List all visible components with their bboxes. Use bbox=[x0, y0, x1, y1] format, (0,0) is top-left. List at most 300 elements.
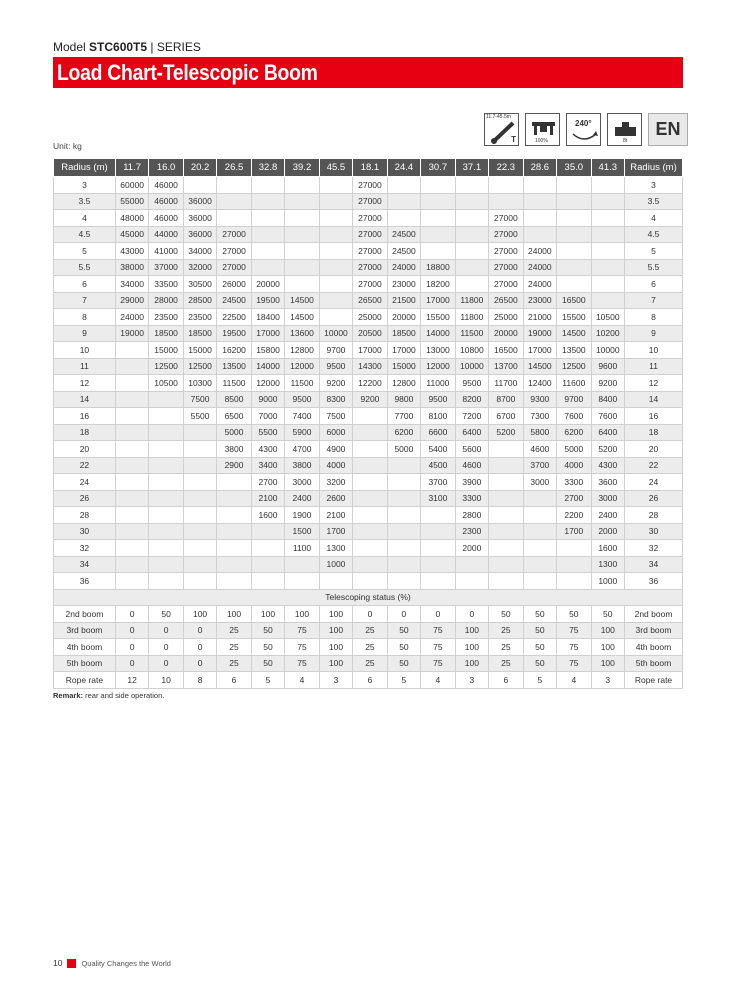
load-cell bbox=[183, 556, 216, 573]
load-cell: 2400 bbox=[285, 490, 319, 507]
load-cell: 15800 bbox=[251, 342, 284, 359]
unit-label: Unit: kg bbox=[53, 141, 82, 151]
load-cell: 10000 bbox=[591, 342, 624, 359]
table-row bbox=[54, 424, 683, 441]
status-cell: 50 bbox=[523, 606, 556, 623]
radius-cell: 7 bbox=[625, 292, 683, 309]
load-cell: 13000 bbox=[421, 342, 455, 359]
status-cell: 100 bbox=[183, 606, 216, 623]
load-cell bbox=[353, 540, 387, 557]
load-cell bbox=[353, 408, 387, 425]
load-cell: 3900 bbox=[455, 474, 488, 491]
load-cell bbox=[387, 457, 420, 474]
radius-cell: 24 bbox=[625, 474, 683, 491]
status-cell: 3 bbox=[319, 672, 352, 689]
table-row bbox=[54, 226, 683, 243]
load-cell: 9600 bbox=[591, 358, 624, 375]
table-row bbox=[54, 193, 683, 210]
load-cell: 4600 bbox=[455, 457, 488, 474]
status-cell: 75 bbox=[285, 655, 319, 672]
load-cell: 10500 bbox=[149, 375, 183, 392]
status-cell: 3 bbox=[455, 672, 488, 689]
load-cell: 21500 bbox=[387, 292, 420, 309]
load-cell bbox=[489, 490, 523, 507]
load-cell: 3300 bbox=[557, 474, 591, 491]
load-cell: 20000 bbox=[489, 325, 523, 342]
status-cell: 75 bbox=[285, 639, 319, 656]
status-cell: 100 bbox=[455, 639, 488, 656]
column-header: 30.7 bbox=[421, 159, 455, 177]
load-cell bbox=[353, 474, 387, 491]
load-cell: 5800 bbox=[523, 424, 556, 441]
load-cell: 25000 bbox=[353, 309, 387, 326]
load-cell: 9200 bbox=[591, 375, 624, 392]
load-cell bbox=[489, 540, 523, 557]
load-cell: 2900 bbox=[217, 457, 251, 474]
page-number: 10 bbox=[53, 958, 63, 968]
radius-cell: 3 bbox=[54, 177, 116, 194]
load-cell bbox=[421, 210, 455, 227]
load-cell: 20000 bbox=[251, 276, 284, 293]
load-cell: 20500 bbox=[353, 325, 387, 342]
status-cell: 0 bbox=[387, 606, 420, 623]
load-cell: 20000 bbox=[387, 309, 420, 326]
radius-cell: 12 bbox=[625, 375, 683, 392]
column-header: 32.8 bbox=[251, 159, 284, 177]
status-cell: 5 bbox=[523, 672, 556, 689]
status-cell: 0 bbox=[115, 606, 148, 623]
load-cell: 9300 bbox=[523, 391, 556, 408]
load-cell bbox=[523, 177, 556, 194]
load-cell: 24500 bbox=[387, 243, 420, 260]
load-cell: 8300 bbox=[319, 391, 352, 408]
load-cell bbox=[387, 177, 420, 194]
slew-label: 240° bbox=[575, 119, 592, 128]
status-cell: 0 bbox=[115, 622, 148, 639]
counterweight-label: 8t bbox=[623, 138, 628, 144]
radius-cell: 11 bbox=[625, 358, 683, 375]
load-cell: 7600 bbox=[557, 408, 591, 425]
load-cell bbox=[421, 177, 455, 194]
load-cell bbox=[183, 507, 216, 524]
radius-cell: 26 bbox=[54, 490, 116, 507]
load-cell bbox=[115, 424, 148, 441]
column-header: 22.3 bbox=[489, 159, 523, 177]
load-cell: 27000 bbox=[217, 259, 251, 276]
load-cell: 4000 bbox=[557, 457, 591, 474]
load-cell: 19000 bbox=[523, 325, 556, 342]
table-row bbox=[54, 523, 683, 540]
load-cell bbox=[353, 457, 387, 474]
load-cell: 3000 bbox=[523, 474, 556, 491]
load-cell bbox=[455, 276, 488, 293]
load-cell: 13500 bbox=[217, 358, 251, 375]
load-cell: 37000 bbox=[149, 259, 183, 276]
load-cell bbox=[217, 474, 251, 491]
radius-cell: 18 bbox=[54, 424, 116, 441]
load-cell bbox=[455, 556, 488, 573]
telescoping-status-label: Telescoping status (%) bbox=[54, 589, 683, 606]
load-cell: 12400 bbox=[523, 375, 556, 392]
load-cell bbox=[557, 226, 591, 243]
load-cell bbox=[387, 210, 420, 227]
load-cell: 5000 bbox=[217, 424, 251, 441]
status-cell: 75 bbox=[557, 622, 591, 639]
load-cell: 7700 bbox=[387, 408, 420, 425]
load-cell: 12200 bbox=[353, 375, 387, 392]
load-cell: 14500 bbox=[557, 325, 591, 342]
load-cell: 22500 bbox=[217, 309, 251, 326]
status-label-cell: 3rd boom bbox=[54, 622, 116, 639]
load-cell: 27000 bbox=[489, 276, 523, 293]
load-cell bbox=[489, 441, 523, 458]
load-cell bbox=[115, 474, 148, 491]
load-cell bbox=[319, 276, 352, 293]
load-cell bbox=[353, 573, 387, 590]
load-cell bbox=[149, 540, 183, 557]
status-cell: 75 bbox=[421, 655, 455, 672]
load-cell bbox=[557, 177, 591, 194]
load-cell: 27000 bbox=[353, 210, 387, 227]
load-cell bbox=[523, 556, 556, 573]
status-cell: 50 bbox=[523, 639, 556, 656]
load-cell bbox=[217, 193, 251, 210]
load-cell: 15000 bbox=[149, 342, 183, 359]
load-cell bbox=[115, 556, 148, 573]
load-cell bbox=[183, 474, 216, 491]
status-cell: 0 bbox=[149, 655, 183, 672]
load-cell: 2000 bbox=[455, 540, 488, 557]
load-cell: 4900 bbox=[319, 441, 352, 458]
load-cell bbox=[149, 441, 183, 458]
status-cell: 75 bbox=[421, 639, 455, 656]
load-cell: 24500 bbox=[217, 292, 251, 309]
status-label-cell: 4th boom bbox=[625, 639, 683, 656]
load-cell bbox=[115, 457, 148, 474]
radius-cell: 32 bbox=[625, 540, 683, 557]
load-cell bbox=[149, 490, 183, 507]
status-cell: 50 bbox=[591, 606, 624, 623]
load-cell: 5900 bbox=[285, 424, 319, 441]
load-cell bbox=[115, 540, 148, 557]
model-suffix: | SERIES bbox=[147, 40, 201, 54]
load-cell: 24000 bbox=[387, 259, 420, 276]
load-cell bbox=[557, 193, 591, 210]
load-cell bbox=[149, 523, 183, 540]
load-cell: 11500 bbox=[285, 375, 319, 392]
load-cell bbox=[115, 358, 148, 375]
load-cell: 14000 bbox=[251, 358, 284, 375]
load-cell bbox=[285, 259, 319, 276]
footer bbox=[53, 958, 171, 968]
load-cell: 1500 bbox=[285, 523, 319, 540]
boom-length-icon bbox=[484, 113, 519, 146]
radius-cell: 8 bbox=[54, 309, 116, 326]
load-cell bbox=[183, 457, 216, 474]
load-cell: 48000 bbox=[115, 210, 148, 227]
status-cell: 100 bbox=[319, 606, 352, 623]
radius-cell: 9 bbox=[54, 325, 116, 342]
load-cell: 12500 bbox=[183, 358, 216, 375]
slewing-range-icon bbox=[566, 113, 601, 146]
radius-cell: 10 bbox=[54, 342, 116, 359]
column-header: 18.1 bbox=[353, 159, 387, 177]
load-cell: 3800 bbox=[285, 457, 319, 474]
radius-cell: 5.5 bbox=[54, 259, 116, 276]
radius-cell: 34 bbox=[625, 556, 683, 573]
load-cell bbox=[421, 507, 455, 524]
load-cell: 5600 bbox=[455, 441, 488, 458]
radius-cell: 5 bbox=[625, 243, 683, 260]
load-cell bbox=[217, 507, 251, 524]
radius-cell: 28 bbox=[54, 507, 116, 524]
load-cell: 32000 bbox=[183, 259, 216, 276]
load-cell bbox=[251, 523, 284, 540]
load-cell: 2700 bbox=[251, 474, 284, 491]
load-cell: 10000 bbox=[455, 358, 488, 375]
table-row bbox=[54, 556, 683, 573]
radius-cell: 5.5 bbox=[625, 259, 683, 276]
boom-length-label: 11.7-45.5m bbox=[486, 114, 511, 120]
radius-cell: 18 bbox=[625, 424, 683, 441]
load-cell: 5000 bbox=[557, 441, 591, 458]
load-cell bbox=[421, 556, 455, 573]
load-cell: 6600 bbox=[421, 424, 455, 441]
load-cell: 5400 bbox=[421, 441, 455, 458]
status-cell: 10 bbox=[149, 672, 183, 689]
load-cell bbox=[557, 556, 591, 573]
load-cell: 25000 bbox=[489, 309, 523, 326]
load-cell: 27000 bbox=[489, 259, 523, 276]
status-cell: 75 bbox=[285, 622, 319, 639]
radius-cell: 9 bbox=[625, 325, 683, 342]
load-cell: 27000 bbox=[353, 276, 387, 293]
table-row bbox=[54, 276, 683, 293]
load-cell bbox=[217, 556, 251, 573]
load-cell: 6200 bbox=[387, 424, 420, 441]
load-cell: 23500 bbox=[183, 309, 216, 326]
status-cell: 50 bbox=[523, 655, 556, 672]
load-cell bbox=[523, 210, 556, 227]
remark bbox=[53, 691, 164, 700]
load-cell bbox=[183, 540, 216, 557]
load-cell: 46000 bbox=[149, 193, 183, 210]
table-row bbox=[54, 573, 683, 590]
load-cell bbox=[387, 523, 420, 540]
radius-cell: 5 bbox=[54, 243, 116, 260]
title-banner bbox=[53, 57, 683, 88]
load-cell bbox=[149, 474, 183, 491]
status-cell: 0 bbox=[149, 622, 183, 639]
column-header: 20.2 bbox=[183, 159, 216, 177]
load-cell: 10300 bbox=[183, 375, 216, 392]
load-cell: 14500 bbox=[285, 309, 319, 326]
load-cell bbox=[353, 556, 387, 573]
load-cell bbox=[557, 243, 591, 260]
load-cell: 46000 bbox=[149, 177, 183, 194]
load-cell: 38000 bbox=[115, 259, 148, 276]
status-cell: 25 bbox=[489, 622, 523, 639]
load-cell: 24000 bbox=[523, 243, 556, 260]
status-cell: 100 bbox=[455, 622, 488, 639]
column-header: Radius (m) bbox=[625, 159, 683, 177]
load-cell: 17000 bbox=[353, 342, 387, 359]
radius-cell: 8 bbox=[625, 309, 683, 326]
radius-cell: 4 bbox=[54, 210, 116, 227]
load-cell bbox=[455, 193, 488, 210]
load-cell bbox=[149, 424, 183, 441]
load-cell bbox=[115, 391, 148, 408]
load-cell: 23500 bbox=[149, 309, 183, 326]
status-cell: 50 bbox=[523, 622, 556, 639]
load-cell bbox=[217, 210, 251, 227]
radius-cell: 14 bbox=[625, 391, 683, 408]
counterweight-icon bbox=[607, 113, 642, 146]
load-cell: 27000 bbox=[353, 226, 387, 243]
table-row bbox=[54, 507, 683, 524]
load-cell bbox=[489, 573, 523, 590]
load-cell: 9500 bbox=[319, 358, 352, 375]
radius-cell: 22 bbox=[625, 457, 683, 474]
load-cell bbox=[319, 259, 352, 276]
load-cell bbox=[387, 490, 420, 507]
footer-square-icon bbox=[67, 959, 76, 968]
status-row bbox=[54, 639, 683, 656]
footer-slogan: Quality Changes the World bbox=[81, 958, 171, 968]
load-cell: 6200 bbox=[557, 424, 591, 441]
load-cell: 9200 bbox=[353, 391, 387, 408]
radius-cell: 36 bbox=[625, 573, 683, 590]
load-cell bbox=[285, 193, 319, 210]
load-cell: 29000 bbox=[115, 292, 148, 309]
load-cell: 16500 bbox=[489, 342, 523, 359]
boom-letter: T bbox=[511, 135, 516, 144]
load-cell: 34000 bbox=[183, 243, 216, 260]
load-cell bbox=[183, 424, 216, 441]
load-cell bbox=[149, 573, 183, 590]
load-cell: 24000 bbox=[523, 276, 556, 293]
table-row bbox=[54, 457, 683, 474]
load-cell: 3000 bbox=[285, 474, 319, 491]
load-cell: 27000 bbox=[217, 243, 251, 260]
load-cell: 19500 bbox=[251, 292, 284, 309]
load-cell: 7300 bbox=[523, 408, 556, 425]
load-cell: 3100 bbox=[421, 490, 455, 507]
status-cell: 25 bbox=[353, 622, 387, 639]
load-cell bbox=[489, 457, 523, 474]
load-cell: 18500 bbox=[387, 325, 420, 342]
status-label-cell: Rope rate bbox=[54, 672, 116, 689]
load-cell bbox=[523, 226, 556, 243]
load-cell: 7500 bbox=[183, 391, 216, 408]
load-cell: 8700 bbox=[489, 391, 523, 408]
load-cell bbox=[285, 556, 319, 573]
radius-cell: 11 bbox=[54, 358, 116, 375]
load-cell: 16200 bbox=[217, 342, 251, 359]
load-cell: 27000 bbox=[353, 193, 387, 210]
load-cell: 3700 bbox=[523, 457, 556, 474]
load-cell: 1300 bbox=[591, 556, 624, 573]
load-cell: 3700 bbox=[421, 474, 455, 491]
load-cell bbox=[115, 408, 148, 425]
load-cell: 36000 bbox=[183, 210, 216, 227]
radius-cell: 30 bbox=[54, 523, 116, 540]
table-row bbox=[54, 408, 683, 425]
load-cell: 15000 bbox=[387, 358, 420, 375]
load-cell bbox=[455, 243, 488, 260]
load-cell: 28500 bbox=[183, 292, 216, 309]
status-cell: 50 bbox=[557, 606, 591, 623]
load-cell: 18800 bbox=[421, 259, 455, 276]
load-cell: 9800 bbox=[387, 391, 420, 408]
load-cell: 2600 bbox=[319, 490, 352, 507]
radius-cell: 32 bbox=[54, 540, 116, 557]
load-cell: 9700 bbox=[319, 342, 352, 359]
load-cell: 1300 bbox=[319, 540, 352, 557]
load-cell: 11500 bbox=[455, 325, 488, 342]
load-cell bbox=[387, 507, 420, 524]
load-cell bbox=[319, 193, 352, 210]
load-cell: 11500 bbox=[217, 375, 251, 392]
load-cell: 26500 bbox=[353, 292, 387, 309]
load-cell: 26500 bbox=[489, 292, 523, 309]
load-cell: 7400 bbox=[285, 408, 319, 425]
radius-cell: 26 bbox=[625, 490, 683, 507]
status-cell: 0 bbox=[115, 639, 148, 656]
load-cell: 14000 bbox=[421, 325, 455, 342]
load-cell bbox=[115, 342, 148, 359]
load-cell bbox=[251, 540, 284, 557]
status-cell: 100 bbox=[319, 622, 352, 639]
load-cell: 15500 bbox=[421, 309, 455, 326]
load-cell bbox=[591, 292, 624, 309]
load-cell bbox=[591, 193, 624, 210]
load-cell bbox=[523, 523, 556, 540]
status-cell: 50 bbox=[489, 606, 523, 623]
status-cell: 50 bbox=[149, 606, 183, 623]
load-cell bbox=[387, 474, 420, 491]
radius-cell: 4.5 bbox=[54, 226, 116, 243]
load-cell bbox=[115, 523, 148, 540]
load-cell: 17000 bbox=[523, 342, 556, 359]
column-header: 24.4 bbox=[387, 159, 420, 177]
status-cell: 0 bbox=[455, 606, 488, 623]
page-title: Load Chart-Telescopic Boom bbox=[57, 60, 318, 85]
column-header: 39.2 bbox=[285, 159, 319, 177]
load-cell: 9500 bbox=[285, 391, 319, 408]
load-cell: 24000 bbox=[523, 259, 556, 276]
radius-cell: 4 bbox=[625, 210, 683, 227]
load-chart-table bbox=[53, 158, 683, 689]
load-cell bbox=[319, 292, 352, 309]
load-cell: 1900 bbox=[285, 507, 319, 524]
status-cell: 4 bbox=[421, 672, 455, 689]
load-cell bbox=[557, 540, 591, 557]
load-cell: 44000 bbox=[149, 226, 183, 243]
load-cell: 5200 bbox=[591, 441, 624, 458]
telescoping-header-row bbox=[54, 589, 683, 606]
load-cell: 3000 bbox=[591, 490, 624, 507]
load-cell: 30500 bbox=[183, 276, 216, 293]
load-cell: 11800 bbox=[455, 309, 488, 326]
load-cell: 9000 bbox=[251, 391, 284, 408]
load-cell: 13600 bbox=[285, 325, 319, 342]
status-cell: 75 bbox=[557, 655, 591, 672]
load-cell: 2100 bbox=[319, 507, 352, 524]
load-cell: 27000 bbox=[217, 226, 251, 243]
radius-cell: 20 bbox=[625, 441, 683, 458]
table-row bbox=[54, 391, 683, 408]
